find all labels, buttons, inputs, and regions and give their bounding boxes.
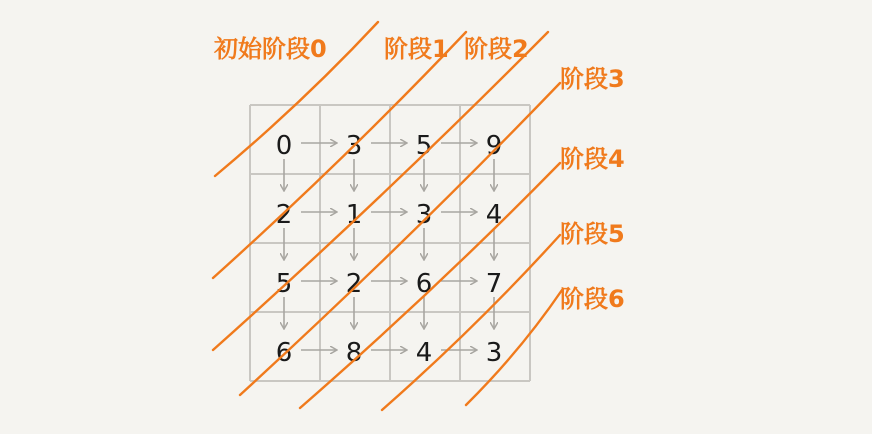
cell-value-r0-c3: 9 [485,131,503,161]
stage-line-6 [466,290,562,405]
cell-value-r0-c0: 0 [275,131,293,161]
stage-label-6: 阶段6 [560,285,625,313]
cell-value-r0-c2: 5 [415,131,433,161]
cell-value-r3-c3: 3 [485,338,503,368]
cell-value-r2-c2: 6 [415,269,433,299]
cell-value-r3-c2: 4 [415,338,433,368]
stage-label-3: 阶段3 [560,65,625,93]
cell-value-r1-c2: 3 [415,200,433,230]
stage-label-2: 阶段2 [464,35,529,63]
cell-value-r1-c1: 1 [345,200,363,230]
cell-value-r3-c0: 6 [275,338,293,368]
stage-line-5 [382,235,560,410]
stage-label-0: 初始阶段0 [214,35,327,63]
cell-value-r1-c0: 2 [275,200,293,230]
cell-value-r1-c3: 4 [485,200,503,230]
cell-value-r2-c3: 7 [485,269,503,299]
stage-diagonals [213,22,562,410]
stage-label-1: 阶段1 [384,35,449,63]
stage-label-5: 阶段5 [560,220,625,248]
cell-value-r2-c0: 5 [275,269,293,299]
cell-value-r2-c1: 2 [345,269,363,299]
stage-label-4: 阶段4 [560,145,625,173]
cell-value-r0-c1: 3 [345,131,363,161]
cell-value-r3-c1: 8 [345,338,363,368]
